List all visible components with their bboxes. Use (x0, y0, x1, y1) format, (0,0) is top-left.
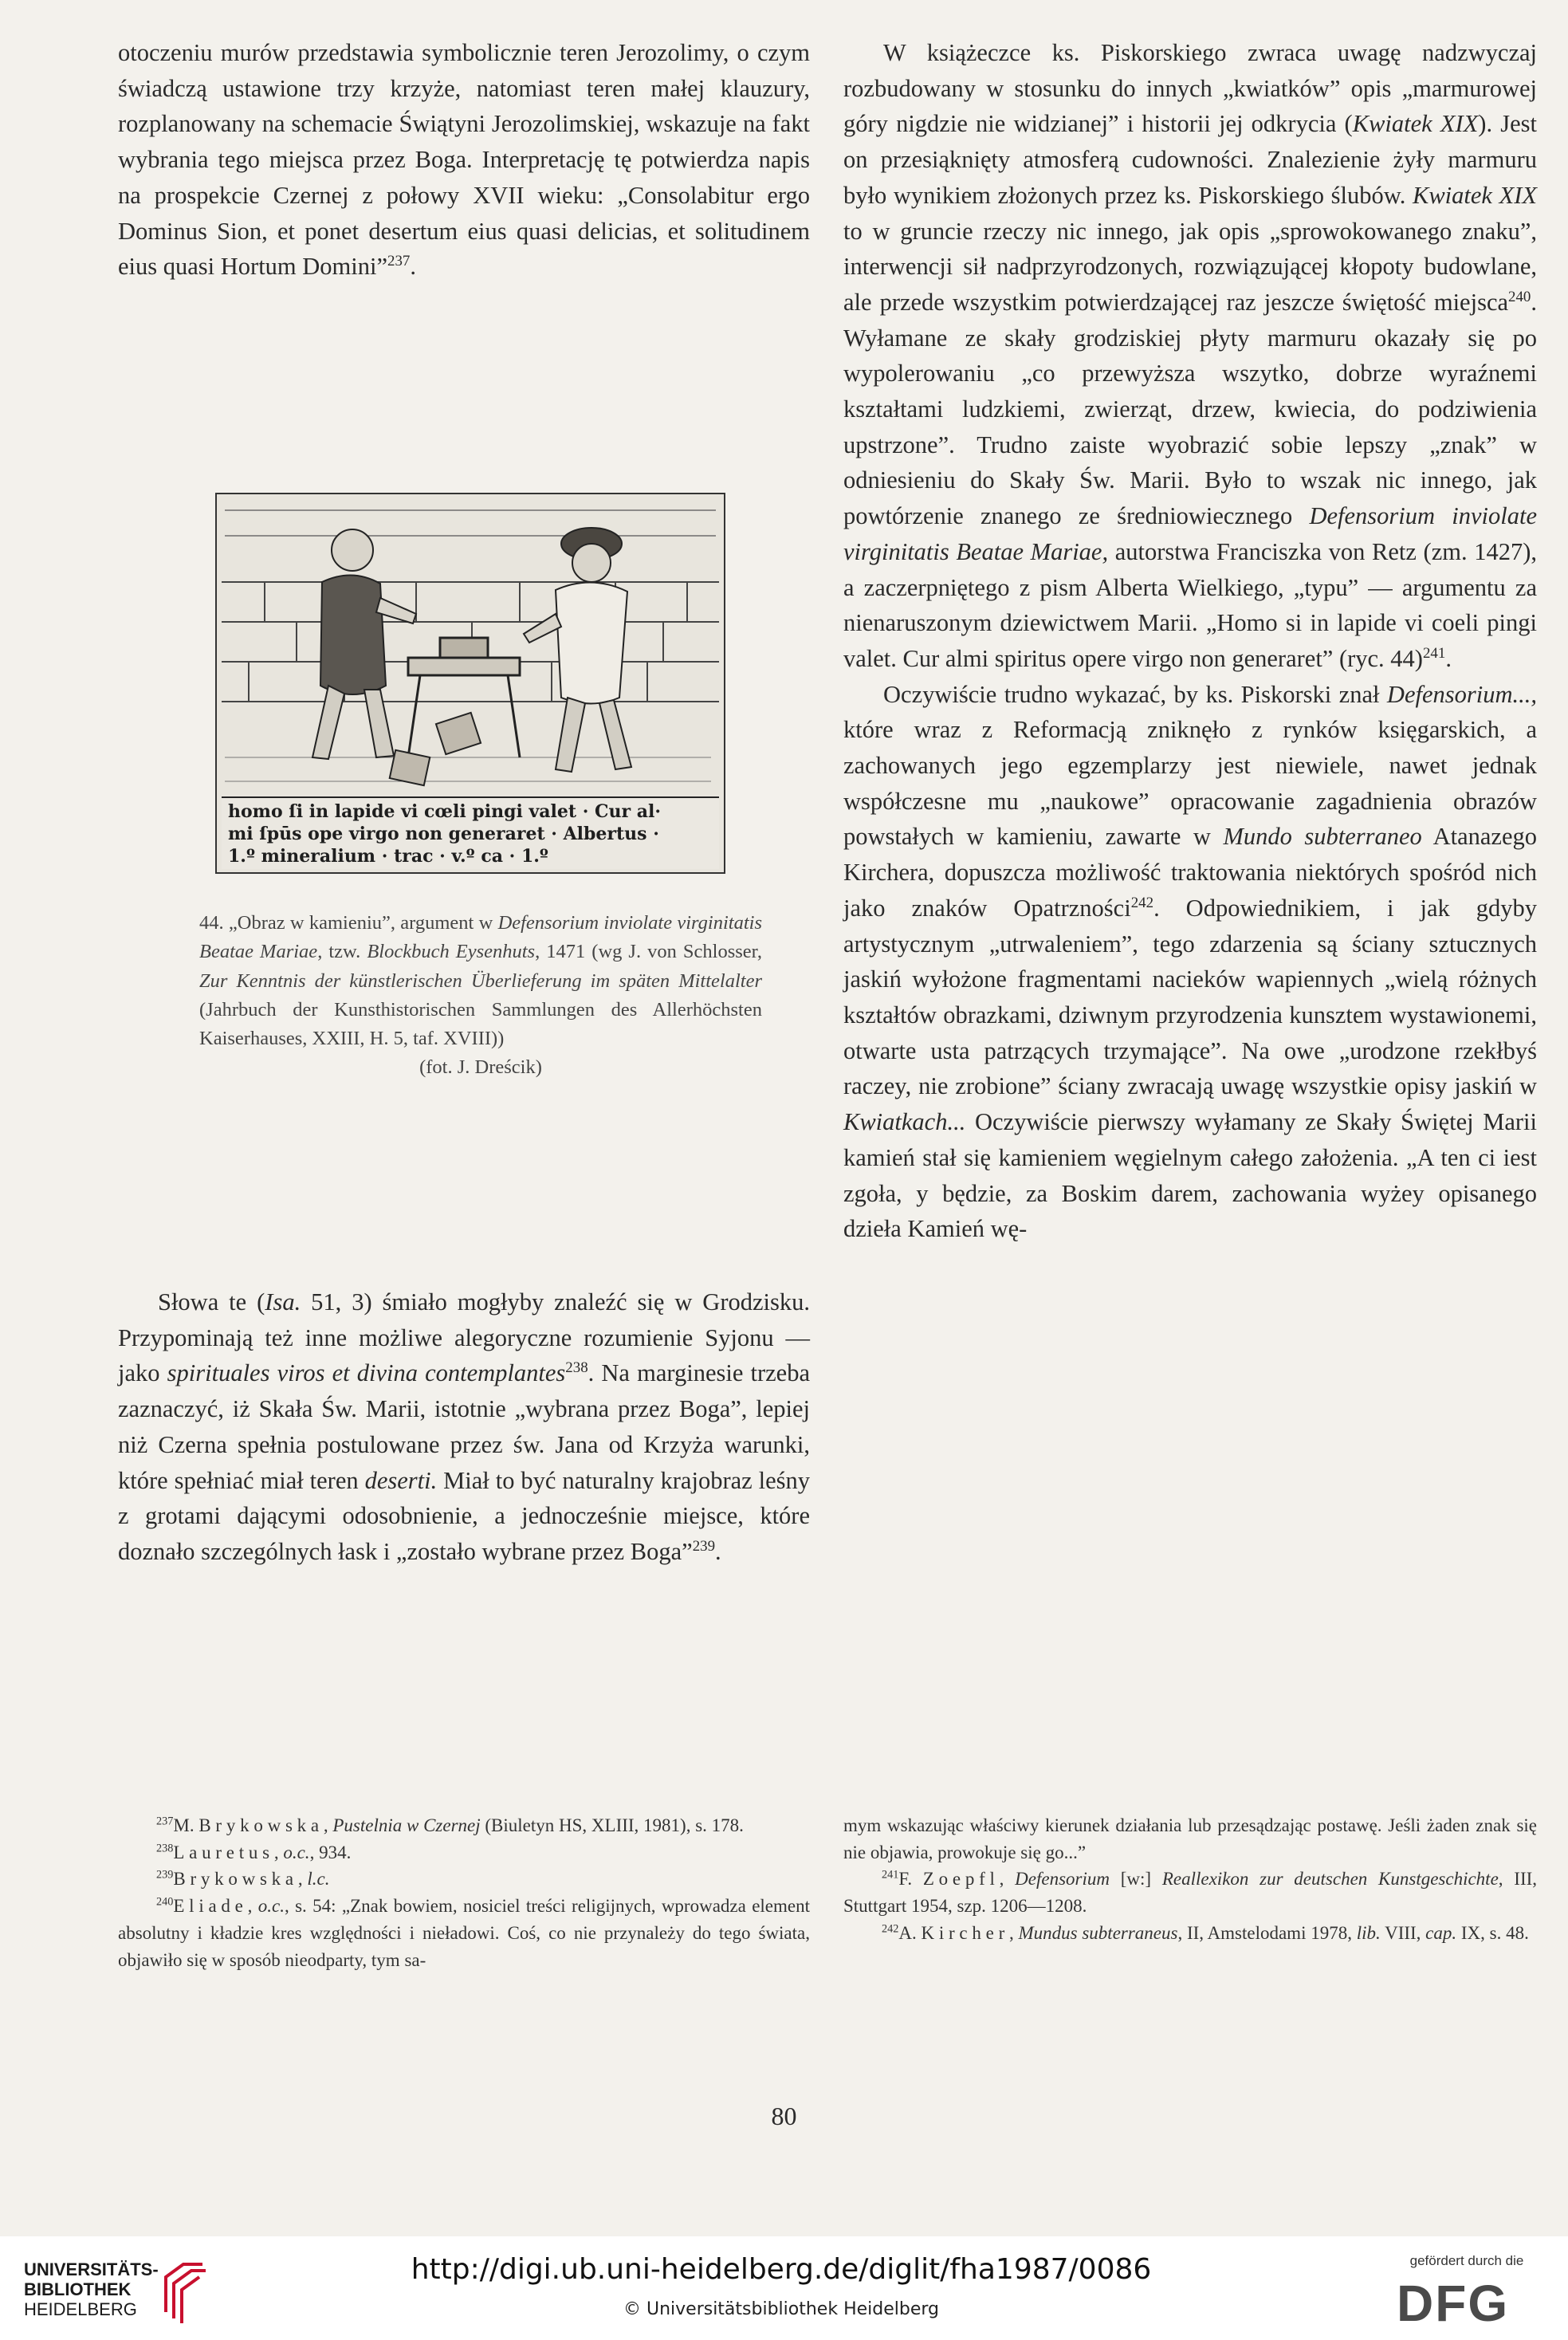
footnotes-left (118, 1812, 810, 1973)
photo-credit: (fot. J. Dreścik) (419, 1056, 542, 1079)
inscription-line: homo ſi in lapide vi cœli pingi valet · Cur al· (228, 801, 662, 822)
inscription-line: 1.º mineralium · trac · v.º ca · 1.º (228, 846, 548, 867)
paragraph: Słowa te (Isa. 51, 3) śmiało mogłyby znaleźć się w Grodzisku. Przypominają też inne możliwe alegoryczne rozumienie Syjonu — jako spirituales viros et divina contemplantes$^{238}$. Na marginesie trzeba zaznaczyć, iż Skała Św. Marii, istotnie „wybrana przez Boga”, lepiej niż Czerna spełnia postulowane przez św. Jana od Krzyża warunki, które spełniać miał teren deserti. Miał to być naturalny krajobraz leśny z grotami dającymi odosobnienie, a jednocześnie miejsce, które doznało szczególnych łask i „zostało wybrane przez Boga”$^{239}$. (118, 1288, 811, 1565)
footnote-ref: 240 (1508, 288, 1531, 305)
library-logo-text: UNIVERSITÄTS- BIBLIOTHEK HEIDELBERG (24, 2259, 159, 2319)
footnote: $^{242}$A. Kircher, Mundus subterraneus, II, Amstelodami 1978, lib. VIII, cap. IX, s. 48. (882, 1922, 1529, 1943)
woodcut-illustration (217, 494, 724, 872)
inscription-line: mi ſpūs ope virgo non generaret · Albertus · (228, 824, 659, 844)
figure-caption: 44. „Obraz w kamieniu”, argument w Defensorium inviolate virginitatis Beatae Mariae, tzw. Blockbuch Eysenhuts, 1471 (wg J. von Schlosser, Zur Kenntnis der künstlerischen Überlieferung im späten Mittelalter (Jahrbuch der Kunsthistorischen Sammlungen des Allerhöchsten Kaiserhauses, XXIII, H. 5, taf. XVIII)) (fot. J. Dreścik) (199, 909, 762, 1083)
library-logo-icon (159, 2256, 209, 2323)
footnote: $^{241}$F. Zoepfl, Defensorium [w:] Reallexikon zur deutschen Kunstgeschichte, III, Stuttgart 1954, szp. 1206—1208. (843, 1868, 1538, 1917)
footnote: $^{237}$M. Brykowska, Pustelnia w Czernej (Biuletyn HS, XLIII, 1981), s. 178. (156, 1815, 744, 1835)
footnote-continuation: mym wskazując właściwy kierunek działania lub przesądzając postawę. Jeśli żaden znak się nie objawia, prowokuje się go...” (843, 1815, 1537, 1862)
paragraph: Oczywiście trudno wykazać, by ks. Piskorski znał Defensorium..., które wraz z Reformacją zniknęło z rynków księgarskich, a zachowanych jego egzemplarzy jest niewiele, nawet jednak współczesne mu „naukowe” opracowanie zagadnienia obrazów powstałych w kamieniu, zawarte w Mundo subterraneo Atanazego Kirchera, dopuszcza możliwość traktowania niektórych spośród nich jako znaków Opatrzności$^{242}$. Odpowiednikiem, i jak gdyby artystycznym „utrwaleniem”, tego zdarzenia są ściany sztucznych jaskiń wyłożone fragmentami nacieków wapiennych „wielą różnych kształtów obrazkami, dziwnym przyrodzenia kunsztem wystawionemi, otwarte usta patrzących trzymające”. Na owe „urodzone rzekłbyś raczey, nie zrobione” ściany zwracają uwagę wszystkie opisy jaskiń w Kwiatkach... Oczywiście pierwszy wyłamany ze Skały Świętej Marii kamień stał się kamieniem węgielnym całego założenia. „A ten ci iest zgoła, y będzie, za Boskim darem, zachowania wyżey opisanego dzieła Kamień wę- (843, 680, 1537, 1243)
footnotes-right (843, 1812, 1537, 1947)
footnote-ref: 242 (1130, 894, 1154, 911)
source-url-link[interactable]: http://digi.ub.uni-heidelberg.de/diglit/fha1987/0086 (411, 2253, 1152, 2286)
left-column-top (118, 35, 810, 285)
footnote-ref: 241 (1422, 644, 1446, 662)
copyright-notice: © Universitätsbibliothek Heidelberg (623, 2299, 939, 2319)
footer-bar (0, 2236, 1568, 2340)
paragraph: otoczeniu murów przedstawia symbolicznie teren Jerozolimy, o czym świadczą ustawione trzy krzyże, natomiast teren małej klauzury, rozplanowany na schemacie Świątyni Jerozolimskiej, wskazuje na fakt wybrania tego miejsca przez Boga. Interpretację tę potwierdza napis na prospekcie Czernej z połowy XVII wieku: „Consolabitur ergo Dominus Sion, et ponet desertum eius quasi delicias, et solitudinem eius quasi Hortum Domini”$^{237}$. (118, 39, 810, 281)
right-column (843, 35, 1537, 1247)
dfg-logo: DFG (1397, 2275, 1510, 2332)
funding-note: gefördert durch die (1409, 2253, 1524, 2268)
footnote-ref: 237 (387, 253, 411, 270)
page-number: 80 (771, 2102, 797, 2130)
left-column-bottom (118, 1284, 810, 1570)
footnote: $^{240}$Eliade, o.c., s. 54: „Znak bowiem, nosiciel treści religijnych, wprowadza element absolutny i kładzie kres względności i nieładowi. Coś, co nie przynależy do tego świata, objawiło się w sposób nieodparty, tym sa- (118, 1895, 810, 1970)
paragraph: W książeczce ks. Piskorskiego zwraca uwagę nadzwyczaj rozbudowany w stosunku do innych „kwiatków” opis „marmurowej góry nigdzie nie widzianej” i historii jej odkrycia (Kwiatek XIX). Jest on przesiąknięty atmosferą cudowności. Znalezienie żyły marmuru było wynikiem złożonych przez ks. Piskorskiego ślubów. Kwiatek XIX to w gruncie rzeczy nic innego, jak opis „sprowokowanego znaku”, interwencji sił nadprzyrodzonych, rozwiązującej kłopoty budowlane, ale przede wszystkim potwierdzającej raz jeszcze świętość miejsca$^{240}$. Wyłamane ze skały grodziskiej płyty marmuru okazały się po wypolerowaniu „co przewyższa wszytko, dobrze wyraźnemi kształtami ludzkiemi, zwierząt, drzew, kwiecia, do podziwienia upstrzone”. Trudno zaiste wyobrazić sobie lepszy „znak” w odniesieniu do Skały Św. Marii. Było to wszak nic innego, jak powtórzenie znanego ze średniowiecznego Defensorium inviolate virginitatis Beatae Mariae, autorstwa Franciszka von Retz (zm. 1427), a zaczerpniętego z pism Alberta Wielkiego, „typu” — argumentu za nienaruszonym dziewictwem Marii. „Homo si in lapide vi coeli pingi valet. Cur almi spiritus opere virgo non generaret” (ryc. 44)$^{241}$. (843, 39, 1537, 672)
footnote: $^{238}$Lauretus, o.c., 934. (156, 1842, 352, 1862)
footnote: $^{239}$Brykowska, l.c. (156, 1868, 330, 1890)
footnote-ref: 238 (565, 1359, 588, 1377)
footnote-ref: 239 (692, 1537, 716, 1555)
figure-woodcut (215, 493, 725, 874)
